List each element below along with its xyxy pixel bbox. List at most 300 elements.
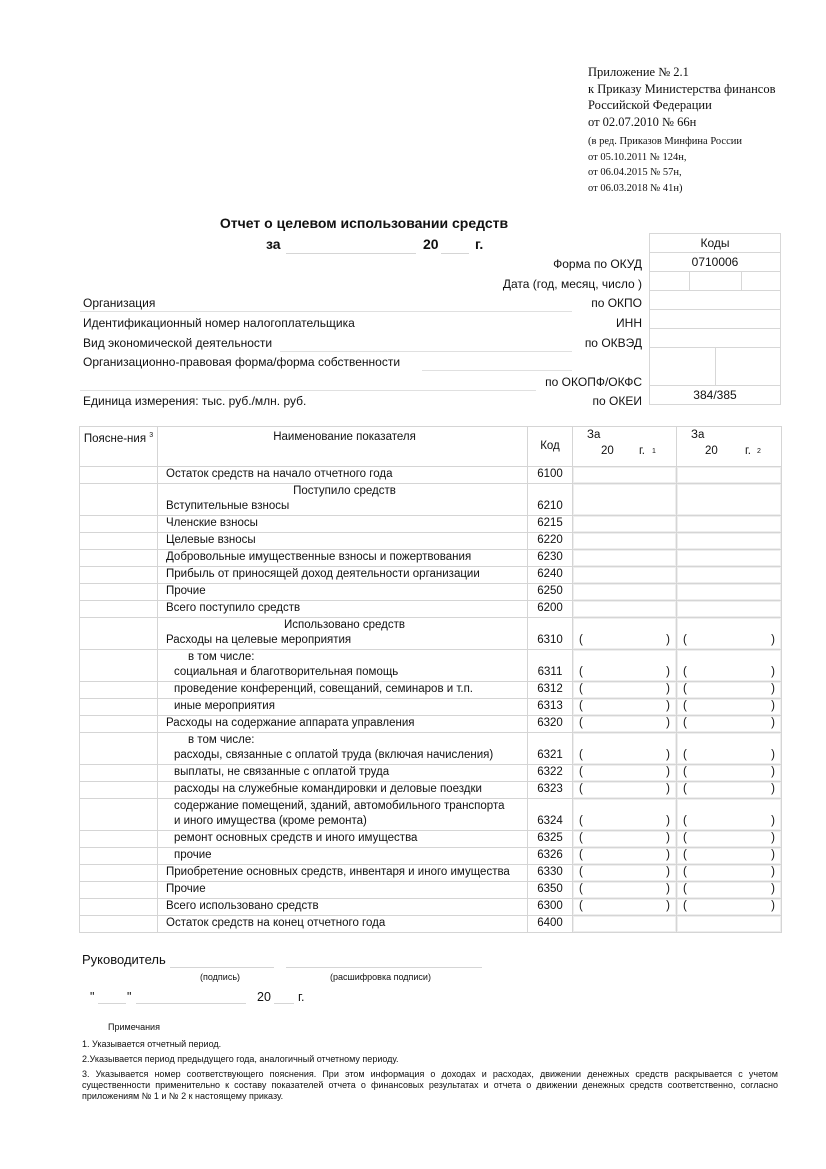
unit-row [80, 391, 648, 411]
quote-close: " [127, 990, 132, 1004]
okud-code[interactable]: 0710006 [649, 252, 781, 272]
appendix-line: Приложение № 2.1 [588, 65, 689, 79]
paren-open: ( [579, 634, 583, 646]
paren-close: ) [666, 900, 670, 912]
paren-open: ( [683, 866, 687, 878]
period-g: г. [475, 236, 484, 252]
value-current-period[interactable] [573, 831, 677, 848]
paren-close: ) [771, 883, 775, 895]
paren-close: ) [666, 749, 670, 761]
value-previous-period[interactable] [677, 848, 782, 865]
indicator-name: Прибыль от приносящей доход деятельности организации [166, 568, 480, 580]
paren-close: ) [771, 815, 775, 827]
row-code: 6220 [528, 533, 573, 550]
inn-code[interactable] [649, 309, 781, 329]
signature-field[interactable] [170, 954, 274, 968]
okved-code[interactable] [649, 328, 781, 348]
col-explanations-label: Поясне-ния [83, 432, 147, 445]
indicator-name: Приобретение основных средств, инвентаря и иного имущества [166, 866, 510, 878]
paren-close: ) [771, 634, 775, 646]
explanation-cell[interactable] [80, 533, 158, 550]
period-field[interactable] [286, 240, 416, 254]
value-previous-period[interactable] [677, 733, 782, 765]
indicator-name-cell [158, 799, 528, 831]
row-code: 6350 [528, 882, 573, 899]
indicator-name: Вступительные взносы [166, 500, 290, 512]
paren-close: ) [666, 666, 670, 678]
activity-row [80, 333, 648, 353]
year-prefix: 20 [257, 990, 271, 1004]
explanation-cell[interactable] [80, 618, 158, 650]
table-row [80, 682, 782, 699]
value-current-period[interactable] [573, 848, 677, 865]
section-heading: Использовано средств [283, 619, 406, 631]
paren-close: ) [666, 783, 670, 795]
indicator-name: прочие [174, 849, 212, 861]
value-previous-period[interactable] [677, 467, 782, 484]
paren-close: ) [771, 900, 775, 912]
paren-open: ( [683, 700, 687, 712]
codes-box [649, 234, 781, 405]
explanation-cell[interactable] [80, 699, 158, 716]
okpo-label: по ОКПО [591, 296, 642, 310]
signature-decode-field[interactable] [286, 954, 482, 968]
paren-close: ) [666, 883, 670, 895]
table-row [80, 916, 782, 933]
section-heading: Поступило средств [293, 485, 396, 497]
col-name: Наименование показателя [158, 427, 528, 467]
value-current-period[interactable] [573, 584, 677, 601]
indicator-name: Всего использовано средств [166, 900, 319, 912]
paren-open: ( [683, 849, 687, 861]
report-title: Отчет о целевом использовании средств [219, 215, 509, 231]
explanation-cell[interactable] [80, 716, 158, 733]
paren-close: ) [666, 717, 670, 729]
organization-row [80, 293, 648, 313]
value-current-period[interactable] [573, 484, 677, 516]
paren-close: ) [771, 849, 775, 861]
col-explanations-sup: 3 [149, 432, 154, 439]
value-current-period[interactable] [573, 865, 677, 882]
table-row [80, 882, 782, 899]
indicator-name: социальная и благотворительная помощь [174, 666, 399, 678]
legal-form-field[interactable] [422, 370, 572, 371]
value-previous-period[interactable] [677, 831, 782, 848]
including-label: в том числе: [188, 734, 255, 746]
table-row [80, 584, 782, 601]
value-current-period[interactable] [573, 733, 677, 765]
col-period-2 [677, 427, 782, 467]
col-period-2-sup: 2 [757, 448, 761, 455]
col-period-2-za: За [691, 429, 705, 441]
row-code: 6322 [528, 765, 573, 782]
month-field[interactable] [136, 990, 246, 1004]
explanation-cell[interactable] [80, 799, 158, 831]
decode-caption: (расшифровка подписи) [330, 972, 431, 982]
indicator-name: Добровольные имущественные взносы и пожертвования [166, 551, 472, 563]
row-code: 6326 [528, 848, 573, 865]
explanation-cell[interactable] [80, 550, 158, 567]
row-code: 6400 [528, 916, 573, 933]
inn-label: ИНН [616, 316, 642, 330]
col-code: Код [528, 427, 573, 467]
row-code: 6230 [528, 550, 573, 567]
notes-title: Примечания [108, 1022, 160, 1032]
paren-close: ) [666, 766, 670, 778]
value-previous-period[interactable] [677, 716, 782, 733]
amendment-line: (в ред. Приказов Минфина России [588, 136, 742, 147]
table-row [80, 799, 782, 831]
explanation-cell[interactable] [80, 831, 158, 848]
indicator-name-line: содержание помещений, зданий, автомобильного транспорта [174, 800, 505, 812]
value-current-period[interactable] [573, 533, 677, 550]
indicator-name-cell [158, 733, 528, 765]
indicator-name-cell [158, 865, 528, 882]
indicator-name-cell [158, 682, 528, 699]
paren-open: ( [579, 766, 583, 778]
value-previous-period[interactable] [677, 601, 782, 618]
indicator-name-cell [158, 699, 528, 716]
okpo-code[interactable] [649, 290, 781, 310]
table-row [80, 865, 782, 882]
okopf-okfs-code[interactable] [649, 347, 781, 386]
table-row [80, 831, 782, 848]
paren-close: ) [771, 832, 775, 844]
value-current-period[interactable] [573, 699, 677, 716]
explanation-cell[interactable] [80, 567, 158, 584]
paren-open: ( [683, 783, 687, 795]
period-za: за [266, 236, 281, 252]
row-code: 6325 [528, 831, 573, 848]
indicator-name-cell [158, 765, 528, 782]
value-previous-period[interactable] [677, 584, 782, 601]
table-header-row [80, 427, 782, 467]
paren-close: ) [771, 866, 775, 878]
okud-label: Форма по ОКУД [553, 257, 642, 271]
value-previous-period[interactable] [677, 765, 782, 782]
value-current-period[interactable] [573, 567, 677, 584]
table-row [80, 516, 782, 533]
indicator-name: проведение конференций, совещаний, семинаров и т.п. [174, 683, 473, 695]
table-row [80, 567, 782, 584]
amendment-line: от 06.03.2018 № 41н) [588, 182, 683, 194]
table-row [80, 733, 782, 765]
value-current-period[interactable] [573, 601, 677, 618]
row-code: 6100 [528, 467, 573, 484]
paren-open: ( [579, 900, 583, 912]
paren-open: ( [579, 866, 583, 878]
activity-label: Вид экономической деятельности [83, 336, 273, 350]
row-code: 6215 [528, 516, 573, 533]
appendix-block [588, 64, 798, 196]
value-previous-period[interactable] [677, 567, 782, 584]
note-3: 3. Указывается номер соответствующего пояснения. При этом информация о доходах и расходах, движении денежных средств раскрывается с учетом существенности применительно к составу показателей отчета о финансовых результатах и отчета о движении денежных средств соответственно, согласно приложениям № 1 и № 2 к настоящему приказу. [82, 1069, 778, 1101]
paren-open: ( [683, 749, 687, 761]
value-previous-period[interactable] [677, 899, 782, 916]
appendix-line: к Приказу Министерства финансов [588, 81, 776, 96]
okei-label: по ОКЕИ [592, 394, 642, 408]
paren-close: ) [771, 700, 775, 712]
value-current-period[interactable] [573, 516, 677, 533]
indicator-name: Всего поступило средств [166, 602, 301, 614]
value-current-period[interactable] [573, 716, 677, 733]
value-current-period[interactable] [573, 799, 677, 831]
paren-close: ) [771, 717, 775, 729]
col-explanations [80, 427, 158, 467]
explanation-cell[interactable] [80, 733, 158, 765]
row-code: 6210 [528, 484, 573, 516]
paren-close: ) [666, 634, 670, 646]
indicator-name: выплаты, не связанные с оплатой труда [174, 766, 390, 778]
indicator-name-cell [158, 899, 528, 916]
okved-label: по ОКВЭД [584, 336, 642, 350]
indicator-name-cell [158, 484, 528, 516]
legal-form-row [80, 352, 648, 372]
paren-open: ( [579, 749, 583, 761]
explanation-cell[interactable] [80, 682, 158, 699]
paren-close: ) [666, 832, 670, 844]
col-period-2-year: 20 [705, 445, 718, 457]
year-g: г. [298, 990, 305, 1004]
indicator-name-cell [158, 533, 528, 550]
table-row [80, 601, 782, 618]
col-period-1-za: За [587, 429, 601, 441]
table-row [80, 484, 782, 516]
row-code: 6310 [528, 618, 573, 650]
indicator-name-cell [158, 550, 528, 567]
quote-open: " [90, 990, 95, 1004]
indicator-name: Прочие [166, 883, 206, 895]
explanation-cell[interactable] [80, 484, 158, 516]
table-row [80, 716, 782, 733]
value-current-period[interactable] [573, 550, 677, 567]
note-2: 2.Указывается период предыдущего года, аналогичный отчетному периоду. [82, 1054, 399, 1064]
value-current-period[interactable] [573, 899, 677, 916]
value-previous-period[interactable] [677, 782, 782, 799]
notes-block [82, 1022, 778, 1106]
indicator-name-cell [158, 601, 528, 618]
value-current-period[interactable] [573, 782, 677, 799]
indicator-name: и иного имущества (кроме ремонта) [174, 815, 367, 827]
explanation-cell[interactable] [80, 601, 158, 618]
paren-open: ( [683, 666, 687, 678]
paren-close: ) [771, 783, 775, 795]
paren-open: ( [683, 815, 687, 827]
paren-close: ) [771, 749, 775, 761]
value-current-period[interactable] [573, 882, 677, 899]
paren-open: ( [683, 683, 687, 695]
indicator-name: Остаток средств на конец отчетного года [166, 917, 386, 929]
indicator-name: иные мероприятия [174, 700, 275, 712]
unit-label: Единица измерения: тыс. руб./млн. руб. [83, 394, 307, 408]
indicator-name-cell [158, 716, 528, 733]
value-current-period[interactable] [573, 765, 677, 782]
paren-close: ) [666, 683, 670, 695]
value-previous-period[interactable] [677, 550, 782, 567]
row-code: 6330 [528, 865, 573, 882]
report-table [79, 426, 782, 933]
table-row [80, 650, 782, 682]
explanation-cell[interactable] [80, 467, 158, 484]
row-code: 6300 [528, 899, 573, 916]
table-row [80, 533, 782, 550]
year-field[interactable] [274, 990, 294, 1004]
head-label: Руководитель [82, 952, 166, 967]
period-year-prefix: 20 [423, 236, 439, 252]
row-code: 6320 [528, 716, 573, 733]
okopf-row [80, 372, 648, 392]
paren-close: ) [666, 700, 670, 712]
col-period-1-sup: 1 [652, 448, 656, 455]
okopf-label: по ОКОПФ/ОКФС [545, 375, 642, 389]
okei-code: 384/385 [649, 385, 781, 405]
indicator-name-cell [158, 882, 528, 899]
paren-open: ( [683, 634, 687, 646]
value-previous-period[interactable] [677, 682, 782, 699]
indicator-name-cell [158, 782, 528, 799]
period-year-field[interactable] [441, 240, 469, 254]
appendix-line: от 02.07.2010 № 66н [588, 114, 697, 129]
col-period-2-g: г. [745, 445, 751, 457]
indicator-name: расходы на служебные командировки и деловые поездки [174, 783, 482, 795]
indicator-name-cell [158, 584, 528, 601]
row-code: 6250 [528, 584, 573, 601]
paren-close: ) [666, 849, 670, 861]
value-previous-period[interactable] [677, 699, 782, 716]
value-current-period[interactable] [573, 467, 677, 484]
explanation-cell[interactable] [80, 584, 158, 601]
inn-name-label: Идентификационный номер налогоплательщика [83, 316, 355, 330]
paren-open: ( [579, 783, 583, 795]
table-row [80, 467, 782, 484]
paren-close: ) [666, 866, 670, 878]
explanation-cell[interactable] [80, 650, 158, 682]
col-period-1 [573, 427, 677, 467]
indicator-name: расходы, связанные с оплатой труда (включая начисления) [174, 749, 494, 761]
indicator-name-cell [158, 467, 528, 484]
date-label: Дата (год, месяц, число ) [502, 277, 642, 291]
signature-block [82, 952, 166, 967]
inn-row [80, 313, 648, 333]
explanation-cell[interactable] [80, 516, 158, 533]
paren-open: ( [683, 883, 687, 895]
indicator-name-cell [158, 618, 528, 650]
value-current-period[interactable] [573, 650, 677, 682]
row-code: 6324 [528, 799, 573, 831]
explanation-cell[interactable] [80, 848, 158, 865]
explanation-cell[interactable] [80, 916, 158, 933]
table-row [80, 848, 782, 865]
table-row [80, 550, 782, 567]
explanation-cell[interactable] [80, 765, 158, 782]
indicator-name-cell [158, 650, 528, 682]
indicator-name: Расходы на содержание аппарата управления [166, 717, 415, 729]
row-code: 6240 [528, 567, 573, 584]
appendix-line: Российской Федерации [588, 98, 712, 112]
paren-open: ( [683, 717, 687, 729]
indicator-name-cell [158, 848, 528, 865]
signature-caption: (подпись) [200, 972, 241, 982]
value-previous-period[interactable] [677, 882, 782, 899]
paren-open: ( [683, 766, 687, 778]
value-previous-period[interactable] [677, 650, 782, 682]
indicator-name-cell [158, 916, 528, 933]
explanation-cell[interactable] [80, 899, 158, 916]
value-previous-period[interactable] [677, 799, 782, 831]
indicator-name-cell [158, 567, 528, 584]
note-1: 1. Указывается отчетный период. [82, 1039, 222, 1049]
okud-row [80, 254, 648, 274]
paren-open: ( [579, 683, 583, 695]
explanation-cell[interactable] [80, 782, 158, 799]
value-previous-period[interactable] [677, 618, 782, 650]
signature-date [90, 990, 390, 1008]
indicator-name: Остаток средств на начало отчетного года [166, 468, 393, 480]
paren-close: ) [666, 815, 670, 827]
organization-field[interactable] [80, 311, 572, 312]
row-code: 6312 [528, 682, 573, 699]
col-period-1-g: г. [639, 445, 645, 457]
explanation-cell[interactable] [80, 882, 158, 899]
amendment-line: от 05.10.2011 № 124н, [588, 151, 687, 163]
paren-open: ( [683, 832, 687, 844]
value-current-period[interactable] [573, 916, 677, 933]
indicator-name: Членские взносы [166, 517, 258, 529]
indicator-name-cell [158, 831, 528, 848]
indicator-name: ремонт основных средств и иного имущества [174, 832, 418, 844]
indicator-name: Целевые взносы [166, 534, 256, 546]
table-row [80, 782, 782, 799]
paren-open: ( [579, 717, 583, 729]
row-code: 6313 [528, 699, 573, 716]
amendment-line: от 06.04.2015 № 57н, [588, 167, 682, 178]
including-label: в том числе: [188, 651, 255, 663]
value-previous-period[interactable] [677, 865, 782, 882]
date-row [80, 274, 648, 294]
paren-open: ( [579, 883, 583, 895]
row-code: 6311 [528, 650, 573, 682]
value-current-period[interactable] [573, 682, 677, 699]
explanation-cell[interactable] [80, 865, 158, 882]
row-code: 6323 [528, 782, 573, 799]
paren-open: ( [579, 666, 583, 678]
table-row [80, 899, 782, 916]
value-current-period[interactable] [573, 618, 677, 650]
value-previous-period[interactable] [677, 916, 782, 933]
paren-close: ) [771, 666, 775, 678]
day-field[interactable] [98, 990, 126, 1004]
table-row [80, 765, 782, 782]
paren-close: ) [771, 766, 775, 778]
paren-open: ( [579, 815, 583, 827]
value-previous-period[interactable] [677, 484, 782, 516]
row-code: 6321 [528, 733, 573, 765]
row-code: 6200 [528, 601, 573, 618]
table-row [80, 618, 782, 650]
paren-close: ) [771, 683, 775, 695]
paren-open: ( [579, 832, 583, 844]
organization-label: Организация [83, 296, 156, 310]
indicator-name-cell [158, 516, 528, 533]
paren-open: ( [579, 849, 583, 861]
legal-form-label: Организационно-правовая форма/форма собственности [83, 355, 401, 369]
value-previous-period[interactable] [677, 533, 782, 550]
value-previous-period[interactable] [677, 516, 782, 533]
codes-header: Коды [649, 233, 781, 253]
date-code[interactable] [649, 271, 781, 291]
paren-open: ( [683, 900, 687, 912]
paren-open: ( [579, 700, 583, 712]
